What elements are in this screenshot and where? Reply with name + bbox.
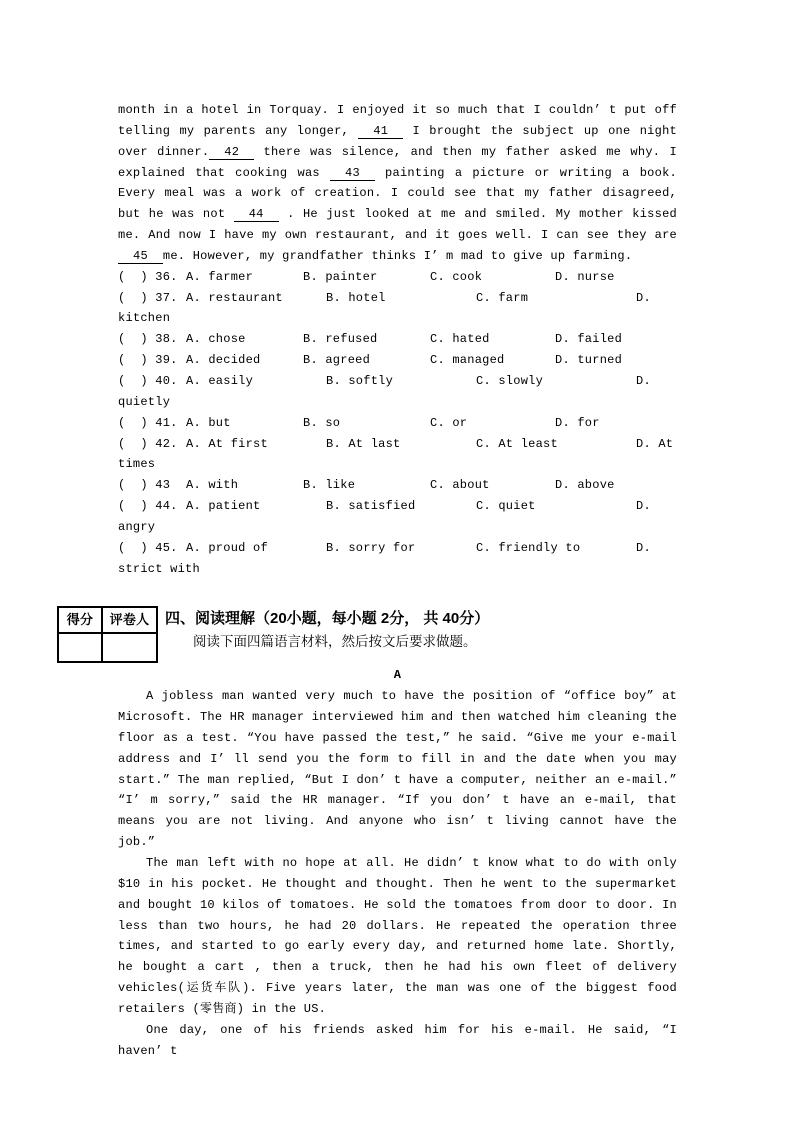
passage-paragraph: One day, one of his friends asked him for his e-mail. He said, “I haven’ t bbox=[118, 1022, 677, 1058]
question-number: ( ) 45. bbox=[118, 540, 178, 555]
option-c: C. or bbox=[430, 415, 468, 430]
question-number: ( ) 42. bbox=[118, 436, 178, 451]
option-d: D. bbox=[636, 373, 651, 388]
section-instruction: 阅读下面四篇语言材料，然后按文后要求做题。 bbox=[193, 634, 477, 650]
passage-paragraph: The man left with no hope at all. He didn’ t know what to do with only $10 in his pocket. He thought and thought. Then he went to the supermarket and bought 10 kilos of tomatoes. He sold the tomatoes from door to door. In less than two hours, he had 20 dollars. He repeated the operation three times, and started to go early every day, and returned home late. Shortly, he bought a cart , then a truck, then he had his own fleet of delivery vehicles(运货车队). Five years later, the man was one of the biggest food retailers (零售商) in the US. bbox=[118, 856, 677, 1016]
option-b: B. painter bbox=[303, 269, 378, 284]
option-a: A. with bbox=[186, 478, 239, 493]
option-d: D. for bbox=[555, 415, 600, 430]
option-a: A. patient bbox=[186, 499, 261, 514]
option-b: B. so bbox=[303, 415, 341, 430]
option-b: B. hotel bbox=[326, 290, 386, 305]
score-table-cell-score bbox=[58, 633, 102, 662]
option-c: C. At least bbox=[476, 436, 558, 451]
score-table-header-grader: 评卷人 bbox=[102, 607, 157, 633]
option-d: D. failed bbox=[555, 332, 623, 347]
question-row bbox=[118, 267, 677, 288]
section-title: 四、阅读理解（20小题，每小题 2分， 共 40分） bbox=[165, 610, 490, 628]
page-content bbox=[66, 100, 677, 1061]
question-row bbox=[118, 350, 677, 371]
question-number: ( ) 39. bbox=[118, 353, 178, 368]
question-number: ( ) 43 bbox=[118, 478, 171, 493]
question-number: ( ) 37. bbox=[118, 290, 178, 305]
option-d: D. bbox=[636, 290, 651, 305]
question-number: ( ) 38. bbox=[118, 332, 178, 347]
option-a: A. easily bbox=[186, 373, 254, 388]
option-d: D. bbox=[636, 540, 651, 555]
question-row bbox=[118, 434, 677, 455]
option-b: B. like bbox=[303, 478, 356, 493]
cloze-blank-42: 42 bbox=[209, 145, 254, 160]
option-b: B. sorry for bbox=[326, 540, 416, 555]
option-c: C. hated bbox=[430, 332, 490, 347]
cloze-blank-45: 45 bbox=[118, 249, 163, 264]
option-d: D. turned bbox=[555, 353, 623, 368]
option-c: C. about bbox=[430, 478, 490, 493]
option-b: B. refused bbox=[303, 332, 378, 347]
passage-paragraph: A jobless man wanted very much to have the position of “office boy” at Microsoft. The HR manager interviewed him and then watched him cleaning the floor as a test. “You have passed the test,” he said. “Give me your e-mail address and I’ ll send you the form to fill in and the date when you may start.” The man replied, “But I don’ t have a computer, neither an e-mail.” “I’ m sorry,” said the HR manager. “If you don’ t have an e-mail, that means you are not living. And anyone who isn’ t living cannot have the job.” bbox=[118, 689, 677, 850]
score-and-section-header bbox=[57, 606, 677, 663]
option-d: D. above bbox=[555, 478, 615, 493]
option-c: C. managed bbox=[430, 353, 505, 368]
question-row bbox=[118, 413, 677, 434]
cloze-blank-43: 43 bbox=[330, 166, 375, 181]
option-b: B. At last bbox=[326, 436, 401, 451]
cloze-blank-41: 41 bbox=[358, 124, 403, 139]
option-d: D. bbox=[636, 499, 651, 514]
section-head bbox=[165, 606, 489, 652]
option-c: C. slowly bbox=[476, 373, 544, 388]
option-d-continuation: quietly bbox=[118, 394, 171, 409]
option-d: D. nurse bbox=[555, 269, 615, 284]
option-d: D. At bbox=[636, 436, 674, 451]
option-a: A. At first bbox=[186, 436, 268, 451]
option-c: C. farm bbox=[476, 290, 529, 305]
question-row bbox=[118, 371, 677, 392]
score-table-header-score: 得分 bbox=[58, 607, 102, 633]
option-a: A. restaurant bbox=[186, 290, 283, 305]
option-b: B. softly bbox=[326, 373, 394, 388]
score-table-value-row bbox=[58, 633, 157, 662]
score-table-cell-grader bbox=[102, 633, 157, 662]
cloze-blank-44: 44 bbox=[234, 207, 279, 222]
question-number: ( ) 36. bbox=[118, 269, 178, 284]
question-row bbox=[118, 496, 677, 517]
option-c: C. friendly to bbox=[476, 540, 581, 555]
option-b: B. agreed bbox=[303, 353, 371, 368]
question-row bbox=[118, 538, 677, 559]
cloze-question-list bbox=[118, 267, 677, 580]
option-c: C. quiet bbox=[476, 499, 536, 514]
score-table bbox=[57, 606, 158, 663]
option-d-continuation: times bbox=[118, 457, 156, 472]
question-number: ( ) 44. bbox=[118, 499, 178, 514]
option-d-continuation: kitchen bbox=[118, 311, 171, 326]
score-table-header-row bbox=[58, 607, 157, 633]
option-a: A. decided bbox=[186, 353, 261, 368]
option-d-continuation: strict with bbox=[118, 561, 200, 576]
cloze-passage-text: month in a hotel in Torquay. I enjoyed it so much that I couldn’ t put off telling my parents any longer, 41 I brought the subject up one night over dinner. 42 there was silence, and then my father asked me why. I explained that cooking was 43 painting a picture or writing a book. Every meal was a work of creation. I could see that my father disagreed, but he was not 44 . He just looked at me and smiled. My mother kissed me. And now I have my own restaurant, and it goes well. I can see they are 45 me. However, my grandfather thinks I’ m mad to give up farming. bbox=[118, 103, 677, 263]
question-row bbox=[118, 475, 677, 496]
question-number: ( ) 41. bbox=[118, 415, 178, 430]
option-a: A. chose bbox=[186, 332, 246, 347]
option-b: B. satisfied bbox=[326, 499, 416, 514]
passage-a-label: A bbox=[393, 668, 402, 683]
question-number: ( ) 40. bbox=[118, 373, 178, 388]
question-row bbox=[118, 288, 677, 309]
option-a: A. but bbox=[186, 415, 231, 430]
option-d-continuation: angry bbox=[118, 519, 156, 534]
passage-a bbox=[118, 686, 677, 1061]
option-a: A. farmer bbox=[186, 269, 254, 284]
question-row bbox=[118, 329, 677, 350]
option-a: A. proud of bbox=[186, 540, 268, 555]
option-c: C. cook bbox=[430, 269, 483, 284]
